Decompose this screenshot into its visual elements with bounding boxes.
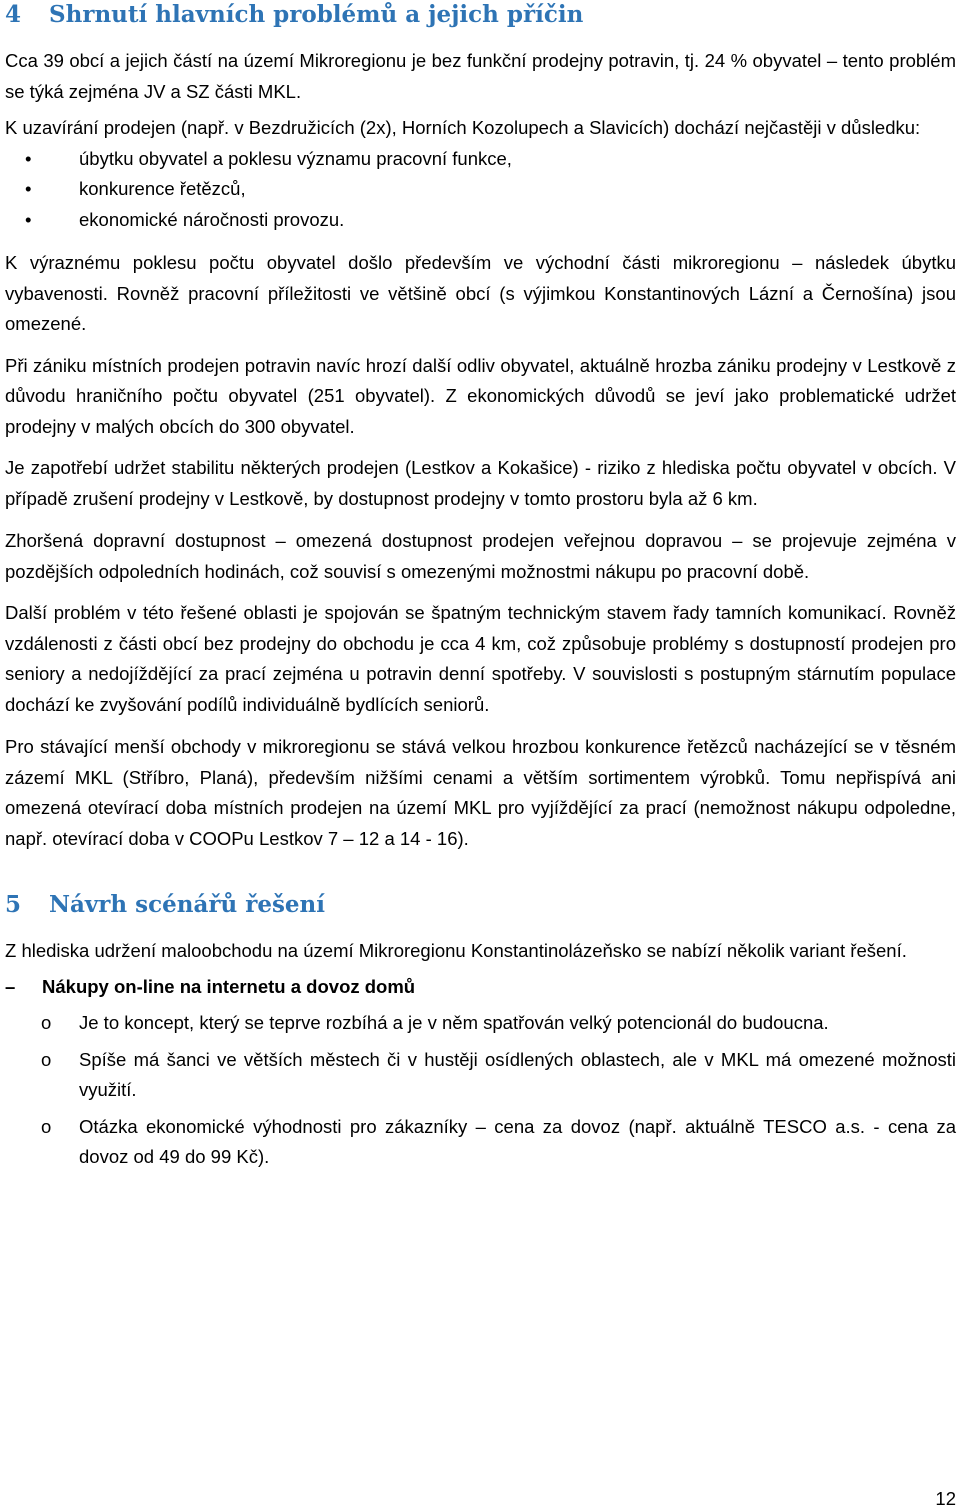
section-5-number: 5: [5, 891, 22, 918]
list-item: o Je to koncept, který se teprve rozbíhá a je v něm spatřován velký potencionál do budoucna.: [5, 1008, 956, 1039]
circle-bullet-icon: o: [41, 1115, 52, 1137]
list-item: • ekonomické náročnosti provozu.: [5, 205, 956, 236]
dash-list-item: – Nákupy on-line na internetu a dovoz domů: [5, 972, 956, 1003]
section-5-title: Návrh scénářů řešení: [49, 891, 325, 918]
online-shopping-sublist: [5, 1008, 956, 1173]
section-4-heading: [5, 1, 956, 29]
paragraph-population-decline: K výraznému poklesu počtu obyvatel došlo především ve východní části mikroregionu – následek úbytku vybavenosti. Rovněž pracovní příležitosti ve většině obcí (s výjimkou Konstantinových Lázní a Černošína) jsou omezené.: [5, 252, 956, 334]
dash-icon: –: [5, 975, 16, 997]
circle-bullet-icon: o: [41, 1048, 52, 1070]
paragraph-roads: Další problém v této řešené oblasti je spojován se špatným technickým stavem řady tamních komunikací. Rovněž vzdálenosti z části obcí bez prodejny do obchodu je cca 4 km, což způsobuje problémy s dostupností prodejen pro seniory a nedojíždějící za prací zejména u potravin denní spotřeby. V souvislosti s postupným stárnutím populace dochází ke zvyšování podílů individuálně bydlících seniorů.: [5, 602, 956, 715]
paragraph-transport: Zhoršená dopravní dostupnost – omezená dostupnost prodejen veřejnou dopravou – se projevuje zejména v pozdějších odpoledních hodinách, což souvisí s omezenými možnostmi nákupu po pracovní době.: [5, 530, 956, 582]
list-item: • konkurence řetězců,: [5, 174, 956, 205]
paragraph-stability: Je zapotřebí udržet stabilitu některých prodejen (Lestkov a Kokašice) - riziko z hlediska počtu obyvatel v obcích. V případě zrušení prodejny v Lestkově, by dostupnost prodejny v tomto prostoru byla až 6 km.: [5, 457, 956, 509]
section-5-heading: [5, 891, 956, 919]
circle-bullet-icon: o: [41, 1012, 52, 1033]
list-item: o Otázka ekonomické výhodnosti pro zákazníky – cena za dovoz (např. aktuálně TESCO a.s. - cena za dovoz od 49 do 99 Kč).: [5, 1112, 956, 1173]
bullet-icon: •: [25, 208, 32, 230]
list-item: o Spíše má šanci ve větších městech či v hustěji osídlených oblastech, ale v MKL má omezené možnosti využití.: [5, 1045, 956, 1106]
section-4-number: 4: [5, 1, 22, 28]
closure-reasons-list: [5, 144, 956, 236]
page-number: 12: [935, 1488, 956, 1509]
paragraph-outflow-risk: Při zániku místních prodejen potravin navíc hrozí další odliv obyvatel, aktuálně hrozba zániku prodejny v Lestkově z důvodu hraničního počtu obyvatel (251 obyvatel). Z ekonomických důvodů se jeví jako problematické udržet prodejny v malých obcích do 300 obyvatel.: [5, 354, 956, 437]
list-item: • úbytku obyvatel a poklesu významu pracovní funkce,: [5, 144, 956, 175]
bullet-icon: •: [25, 147, 32, 169]
paragraph-solution-intro: Z hlediska udržení maloobchodu na území Mikroregionu Konstantinolázeňsko se nabízí několik variant řešení.: [5, 940, 907, 961]
section-4-title: Shrnutí hlavních problémů a jejich příčin: [49, 1, 584, 28]
paragraph-shops-missing: Cca 39 obcí a jejich částí na území Mikroregionu je bez funkční prodejny potravin, tj. 24 % obyvatel – tento problém se týká zejména JV a SZ části MKL.: [5, 50, 956, 102]
paragraph-closures: K uzavírání prodejen (např. v Bezdružicích (2x), Horních Kozolupech a Slavicích) dochází nejčastěji v důsledku:: [5, 117, 921, 138]
bullet-icon: •: [25, 178, 32, 199]
document-body: [5, 0, 956, 1179]
paragraph-competition: Pro stávající menší obchody v mikroregionu se stává velkou hrozbou konkurence řetězců nacházející se v těsném zázemí MKL (Stříbro, Planá), především nižšími cenami a větším sortimentem výrobků. Tomu nepřispívá ani omezená otevírací doba místních prodejen na území MKL pro vyjíždějící za prací (nemožnost nákupu odpoledne, např. otevírací doba v COOPu Lestkov 7 – 12 a 14 - 16).: [5, 736, 956, 849]
